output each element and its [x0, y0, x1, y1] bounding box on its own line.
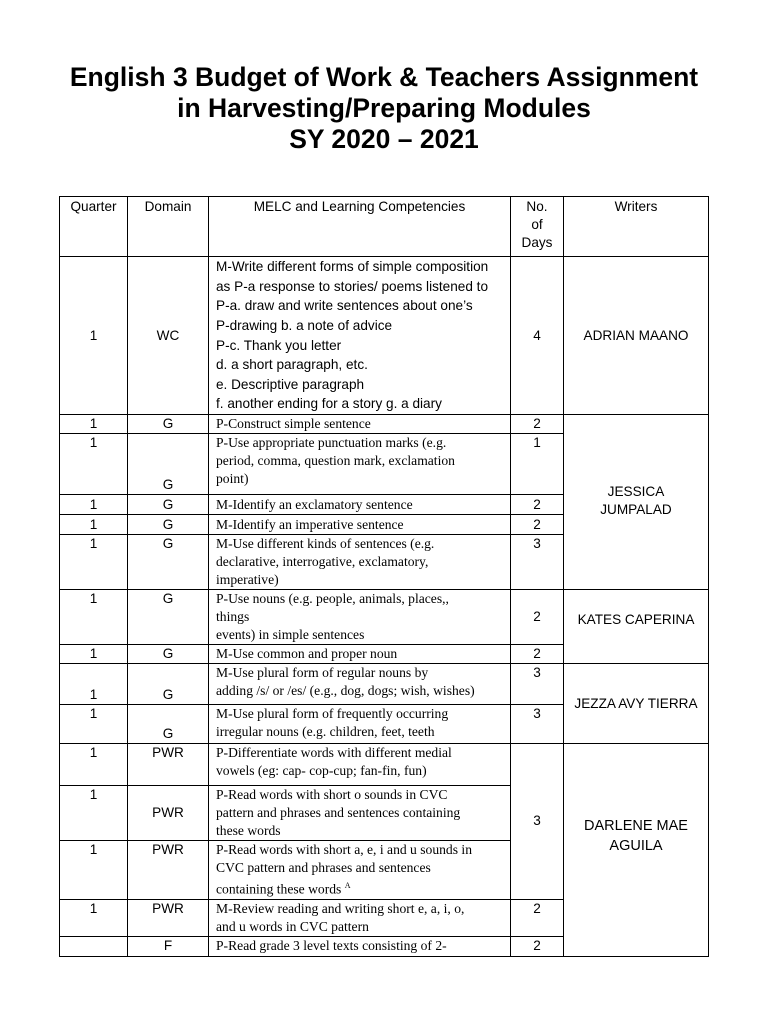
cell-competency	[209, 786, 511, 841]
writer-line: JUMPALAD	[600, 502, 672, 517]
cell-competency	[209, 515, 511, 535]
budget-of-work-table	[59, 196, 709, 957]
cell-days: 1	[511, 434, 564, 495]
competency-line: f. another ending for a story g. a diary	[216, 396, 442, 412]
competency-line: P-Use appropriate punctuation marks (e.g.	[216, 435, 447, 450]
cell-days: 3	[511, 744, 564, 900]
competency-line: M-Use plural form of frequently occurring	[216, 706, 449, 721]
cell-domain: G	[128, 535, 209, 590]
writer-line: AGUILA	[609, 837, 663, 854]
cell-days: 2	[511, 515, 564, 535]
title-line-3: SY 2020 – 2021	[289, 124, 479, 154]
cell-domain: PWR	[128, 786, 209, 841]
competency-line: these words	[216, 823, 281, 838]
competency-line: e. Descriptive paragraph	[216, 376, 365, 392]
cell-quarter: 1	[60, 744, 128, 786]
competency-line: and u words in CVC pattern	[216, 918, 369, 934]
cell-competency	[209, 936, 511, 956]
competency-line: P-Read words with short o sounds in CVC	[216, 787, 448, 802]
header-quarter: Quarter	[60, 197, 128, 257]
title-line-1: English 3 Budget of Work & Teachers Assignment	[69, 62, 699, 92]
cell-competency	[209, 590, 511, 645]
cell-days: 3	[511, 535, 564, 590]
header-days-line: of	[531, 217, 543, 232]
table-row	[60, 744, 709, 786]
cell-quarter: 1	[60, 786, 128, 841]
cell-domain: G	[128, 515, 209, 535]
competency-line: d. a short paragraph, etc.	[216, 357, 368, 373]
cell-days: 2	[511, 645, 564, 664]
cell-days: 2	[511, 899, 564, 936]
cell-days: 2	[511, 415, 564, 434]
competency-line: as P-a response to stories/ poems listened to	[216, 278, 489, 294]
table-row	[60, 590, 709, 645]
competency-line: declarative, interrogative, exclamatory,	[216, 554, 429, 569]
cell-writer-jezza: JEZZA AVY TIERRA	[564, 664, 709, 744]
cell-quarter	[60, 936, 128, 956]
cell-quarter: 1	[60, 535, 128, 590]
competency-line: irregular nouns (e.g. children, feet, teeth	[216, 724, 435, 739]
competency-line: P-Read grade 3 level texts consisting of 2-	[216, 938, 447, 954]
competency-line: vowels (eg: cap- cop-cup; fan-fin, fun)	[216, 763, 427, 778]
competency-line: M-Review reading and writing short e, a, i, o,	[216, 900, 465, 916]
competency-line: P-Differentiate words with different medial	[216, 745, 452, 760]
header-domain: Domain	[128, 197, 209, 257]
competency-line: P-a. draw and write sentences about one’s	[216, 298, 473, 314]
header-days-line: Days	[521, 235, 553, 250]
cell-domain: G	[128, 645, 209, 664]
competency-line: CVC pattern and phrases and sentences	[216, 860, 431, 875]
cell-domain: PWR	[128, 744, 209, 786]
competency-line: M-Identify an exclamatory sentence	[216, 496, 413, 512]
cell-competency	[209, 705, 511, 744]
header-days	[511, 197, 564, 257]
cell-quarter: 1	[60, 415, 128, 434]
cell-domain: G	[128, 434, 209, 495]
competency-line: events) in simple sentences	[216, 627, 365, 642]
cell-competency	[209, 257, 511, 415]
cell-competency	[209, 434, 511, 495]
cell-writer-jessica	[564, 415, 709, 590]
cell-quarter: 1	[60, 841, 128, 900]
cell-quarter: 1	[60, 645, 128, 664]
table-row	[60, 257, 709, 415]
competency-line: period, comma, question mark, exclamation	[216, 453, 455, 468]
cell-days: 2	[511, 590, 564, 645]
cell-competency	[209, 495, 511, 515]
competency-line: P-c. Thank you letter	[216, 337, 342, 353]
cell-domain: PWR	[128, 899, 209, 936]
competency-line: pattern and phrases and sentences containing	[216, 805, 461, 820]
cell-quarter: 1	[60, 664, 128, 705]
cell-quarter: 1	[60, 515, 128, 535]
cell-domain: WC	[128, 257, 209, 415]
table-row	[60, 664, 709, 705]
cell-quarter: 1	[60, 434, 128, 495]
competency-line: P-Use nouns (e.g. people, animals, places,,	[216, 591, 449, 606]
cell-competency	[209, 744, 511, 786]
competency-line: M-Use plural form of regular nouns by	[216, 665, 429, 680]
cell-quarter: 1	[60, 899, 128, 936]
competency-line: adding /s/ or /es/ (e.g., dog, dogs; wish, wishes)	[216, 683, 475, 698]
cell-quarter: 1	[60, 257, 128, 415]
cell-competency	[209, 535, 511, 590]
competency-line: M-Use different kinds of sentences (e.g.	[216, 536, 435, 551]
competency-line: P-Construct simple sentence	[216, 416, 371, 431]
cell-competency	[209, 415, 511, 434]
cell-domain: F	[128, 936, 209, 956]
cell-days: 3	[511, 664, 564, 705]
table-header-row	[60, 197, 709, 257]
header-melc: MELC and Learning Competencies	[209, 197, 511, 257]
competency-line: P-drawing b. a note of advice	[216, 317, 393, 333]
cell-domain: G	[128, 705, 209, 744]
cell-competency	[209, 841, 511, 900]
cell-competency	[209, 664, 511, 705]
cell-domain: G	[128, 664, 209, 705]
cell-domain: G	[128, 495, 209, 515]
writer-line: DARLENE MAE	[584, 817, 688, 834]
competency-line	[216, 877, 507, 899]
cell-domain: PWR	[128, 841, 209, 900]
cell-competency	[209, 899, 511, 936]
competency-line: things	[216, 609, 250, 624]
cell-days: 3	[511, 705, 564, 744]
cell-domain: G	[128, 415, 209, 434]
cell-writer-darlene	[564, 744, 709, 957]
cell-days: 2	[511, 495, 564, 515]
writer-line: JESSICA	[607, 484, 665, 499]
table-row	[60, 415, 709, 434]
competency-line: M-Identify an imperative sentence	[216, 516, 404, 532]
cell-quarter: 1	[60, 495, 128, 515]
cell-quarter: 1	[60, 705, 128, 744]
cell-writer-kates: KATES CAPERINA	[564, 590, 709, 664]
competency-line: imperative)	[216, 572, 279, 587]
cell-competency	[209, 645, 511, 664]
cell-writer-adrian: ADRIAN MAANO	[564, 257, 709, 415]
competency-line: M-Write different forms of simple composition	[216, 259, 489, 275]
cell-days: 4	[511, 257, 564, 415]
cell-days: 2	[511, 936, 564, 956]
header-days-line: No.	[526, 199, 548, 214]
superscript-mark: A	[344, 881, 351, 890]
competency-text: containing these words	[216, 881, 342, 897]
document-title	[0, 62, 768, 155]
cell-domain: G	[128, 590, 209, 645]
title-line-2: in Harvesting/Preparing Modules	[177, 93, 591, 123]
cell-quarter: 1	[60, 590, 128, 645]
competency-line: M-Use common and proper noun	[216, 646, 398, 661]
header-writers: Writers	[564, 197, 709, 257]
competency-line: point)	[216, 471, 249, 486]
competency-line: P-Read words with short a, e, i and u sounds in	[216, 842, 472, 857]
